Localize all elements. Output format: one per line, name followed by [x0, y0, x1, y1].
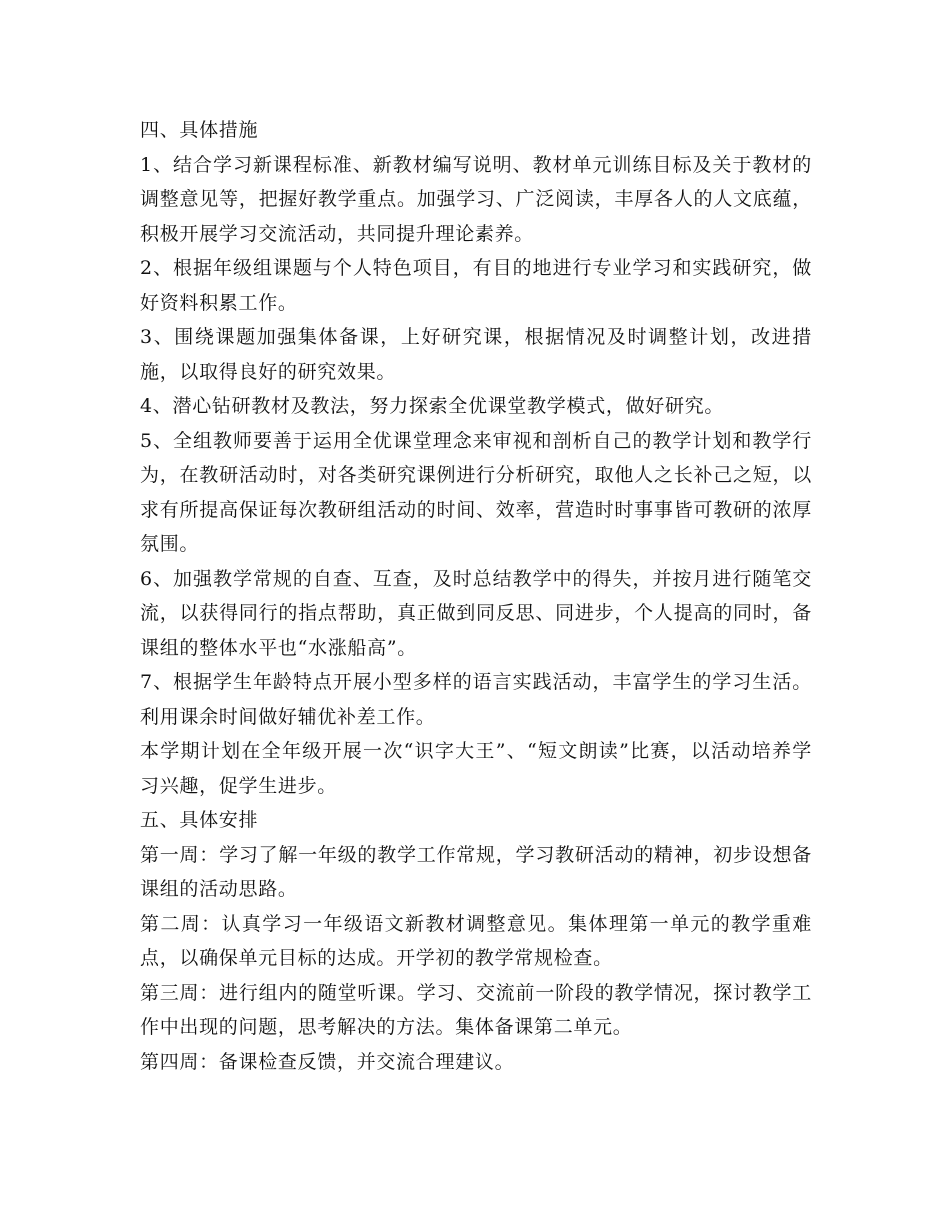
- paragraph: 7、根据学生年龄特点开展小型多样的语言实践活动，丰富学生的学习生活。利用课余时间做好辅优补差工作。: [140, 671, 812, 728]
- schedule-item: 第一周：学习了解一年级的教学工作常规，学习教研活动的精神，初步设想备课组的活动思路。: [140, 843, 812, 900]
- paragraph: 本学期计划在全年级开展一次“识字大王”、“短文朗读”比赛，以活动培养学习兴趣，促学生进步。: [140, 740, 812, 797]
- paragraph: 3、围绕课题加强集体备课，上好研究课，根据情况及时调整计划，改进措施，以取得良好的研究效果。: [140, 326, 812, 383]
- paragraph: 6、加强教学常规的自查、互查，及时总结教学中的得失，并按月进行随笔交流，以获得同行的指点帮助，真正做到同反思、同进步，个人提高的同时，备课组的整体水平也“水涨船高”。: [140, 567, 812, 659]
- section-heading: 五、具体安排: [140, 809, 259, 831]
- paragraph: 4、潜心钻研教材及教法，努力探索全优课堂教学模式，做好研究。: [140, 395, 725, 417]
- paragraph: 1、结合学习新课程标准、新教材编写说明、教材单元训练目标及关于教材的调整意见等，把握好教学重点。加强学习、广泛阅读，丰厚各人的人文底蕴，积极开展学习交流活动，共同提升理论素养。: [140, 153, 812, 245]
- paragraph: 5、全组教师要善于运用全优课堂理念来审视和剖析自己的教学计划和教学行为，在教研活动时，对各类研究课例进行分析研究，取他人之长补己之短，以求有所提高保证每次教研组活动的时间、效率，营造时时事事皆可教研的浓厚氛围。: [140, 429, 812, 555]
- schedule-item: 第三周：进行组内的随堂听课。学习、交流前一阶段的教学情况，探讨教学工作中出现的问题，思考解决的方法。集体备课第二单元。: [140, 981, 812, 1038]
- paragraph: 2、根据年级组课题与个人特色项目，有目的地进行专业学习和实践研究，做好资料积累工作。: [140, 257, 812, 314]
- document-body: [140, 113, 812, 1079]
- schedule-item: 第二周：认真学习一年级语文新教材调整意见。集体理第一单元的教学重难点，以确保单元目标的达成。开学初的教学常规检查。: [140, 912, 812, 969]
- schedule-item: 第四周：备课检查反馈，并交流合理建议。: [140, 1050, 515, 1073]
- section-heading: 四、具体措施: [140, 119, 259, 141]
